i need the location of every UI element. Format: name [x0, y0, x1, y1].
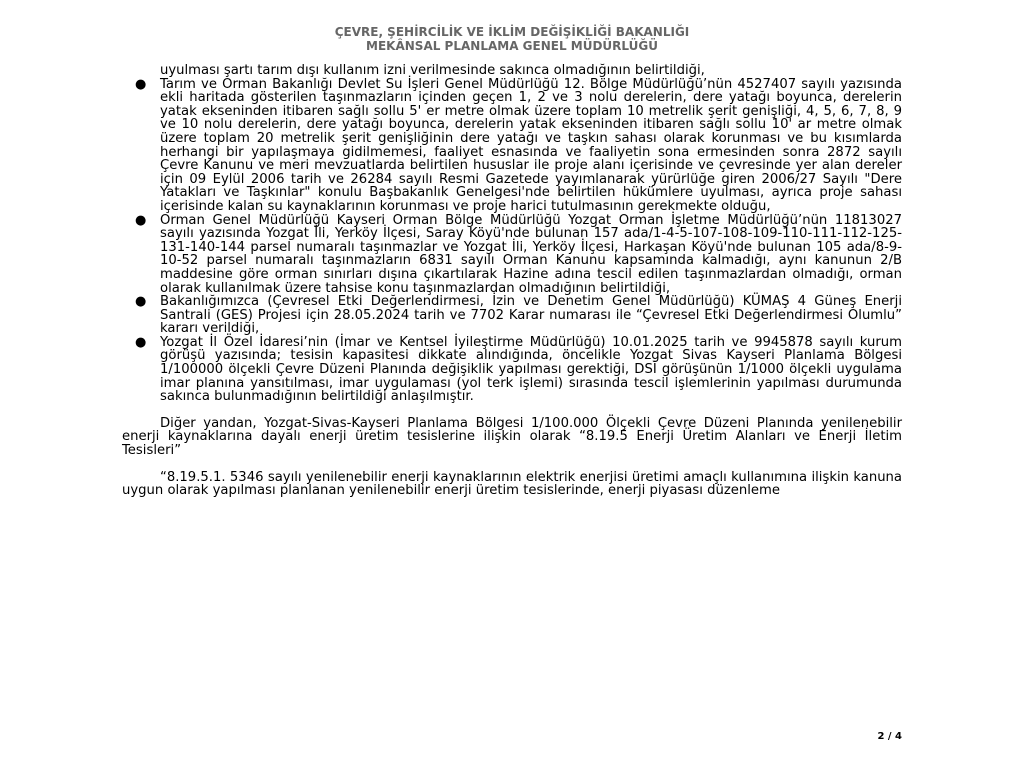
continuation-text: uyulması şartı tarım dışı kullanım izni verilmesinde sakınca olmadığının belirtildiği,: [160, 63, 705, 78]
page-header: [0, 25, 1024, 53]
list-item: [135, 334, 902, 405]
bullet-list: [122, 78, 902, 404]
list-item-text: Tarım ve Orman Bakanlığı Devlet Su İşleri Genel Müdürlüğü 12. Bölge Müdürlüğü’nün 4527407 sayılı yazısında ekli haritada gösterilen taşınmazların içinden geçen 1, 2 ve 3 nolu derelerin, dere yatağı boyunca, derelerin yatak ekseninden itibaren sağlı sollu 5' er metre olmak üzere toplam 10 metrelik şerit genişliği, 4, 5, 6, 7, 8, 9 ve 10 nolu derelerin, dere yatağı boyunca, derelerin yatak ekseninden itibaren sağlı sollu 10' ar metre olmak üzere toplam 20 metrelik şerit genişliğinin dere yatağı ve taşkın sahası olarak korunması ve bu kısımlarda herhangi bir yapılaşmaya gidilmemesi, faaliyet esnasında ve faaliyetin sona ermesinden sonra 2872 sayılı Çevre Kanunu ve meri mevzuatlarda belirtilen hususlar ile proje alanı içerisinde ve çevresinde yer alan dereler için 09 Eylül 2006 tarih ve 26284 sayılı Resmi Gazetede yayımlanarak yürürlüğe giren 2006/27 Sayılı "Dere Yatakları ve Taşkınlar" konulu Başbakanlık Genelgesi'nde belirtilen hükümlere uyulması, ayrıca proje sahası içerisinde kalan su kaynaklarının korunması ve proje harici tutulmasının gerekmekte olduğu,: [160, 76, 902, 214]
page-number: 2 / 4: [877, 731, 902, 742]
bullet-icon: ●: [135, 294, 147, 310]
paragraph: “8.19.5.1. 5346 sayılı yenilenebilir enerji kaynaklarının elektrik enerjisi üretimi amaçlı kullanımına ilişkin kanuna uygun olarak yapılması planlanan yenilenebilir enerji üretim tesislerinde, enerji piyasası düzenleme: [122, 469, 902, 499]
document-body: [122, 64, 902, 498]
list-item: [135, 76, 902, 214]
bullet-icon: ●: [135, 76, 147, 92]
spacer: [122, 458, 902, 471]
list-item-text: Bakanlığımızca (Çevresel Etki Değerlendirmesi, İzin ve Denetim Genel Müdürlüğü) KÜMAŞ 4 Güneş Enerji Santrali (GES) Projesi için 28.05.2024 tarih ve 7702 Karar numarası ile “Çevresel Etki Değerlendirmesi Olumlu” kararı verildiği,: [160, 294, 902, 337]
paragraph: Diğer yandan, Yozgat-Sivas-Kayseri Planlama Bölgesi 1/100.000 Ölçekli Çevre Düzeni Planında yenilenebilir enerji kaynaklarına dayalı enerji üretim tesislerine ilişkin olarak “8.19.5 Enerji Üretim Alanları ve Enerji İletim Tesisleri”: [122, 415, 902, 459]
bullet-icon: ●: [135, 212, 147, 228]
list-item: [135, 212, 902, 296]
bullet-icon: ●: [135, 334, 147, 350]
ministry-name: ÇEVRE, ŞEHİRCİLİK VE İKLİM DEĞİŞİKLİĞİ BAKANLIĞI: [334, 25, 690, 39]
spacer: [122, 404, 902, 417]
list-item-text: Orman Genel Müdürlüğü Kayseri Orman Bölge Müdürlüğü Yozgat Orman İşletme Müdürlüğü’nün 11813027 sayılı yazısında Yozgat İli, Yerköy İlçesi, Saray Köyü'nde bulunan 157 ada/1-4-5-107-108-109-110-111-112-125-131-140-144 parsel numaralı taşınmazlar ve Yozgat İli, Yerköy İlçesi, Harkaşan Köyü'nde bulunan 105 ada/8-9-10-52 parsel numaralı taşınmazların 6831 sayılı Orman Kanunu kapsamında kalmadığı, aynı kanunun 2/B maddesine göre orman sınırları dışına çıkartılarak Hazine adına tescil edilen taşınmazlardan olmadığı, orman olarak kullanılmak üzere tahsise konu taşınmazlardan olmadığının belirtildiği,: [160, 212, 902, 296]
list-item-text: Yozgat İl Özel İdaresi’nin (İmar ve Kentsel İyileştirme Müdürlüğü) 10.01.2025 tarih ve 9945878 sayılı kurum görüşü yazısında; tesisin kapasitesi dikkate alındığında, öncelikle Yozgat Sivas Kayseri Planlama Bölgesi 1/100000 ölçekli Çevre Düzeni Planında değişiklik yapılması gerektiği, DSİ görüşünün 1/1000 ölçekli uygulama imar planına yansıtılması, imar uygulaması (yol terk işlemi) sırasında tescil işlemlerinin yapılması durumunda sakınca bulunmadığının belirtildiği anlaşılmıştır.: [160, 334, 902, 405]
directorate-name: MEKÂNSAL PLANLAMA GENEL MÜDÜRLÜĞÜ: [366, 39, 658, 53]
list-item: [135, 294, 902, 337]
